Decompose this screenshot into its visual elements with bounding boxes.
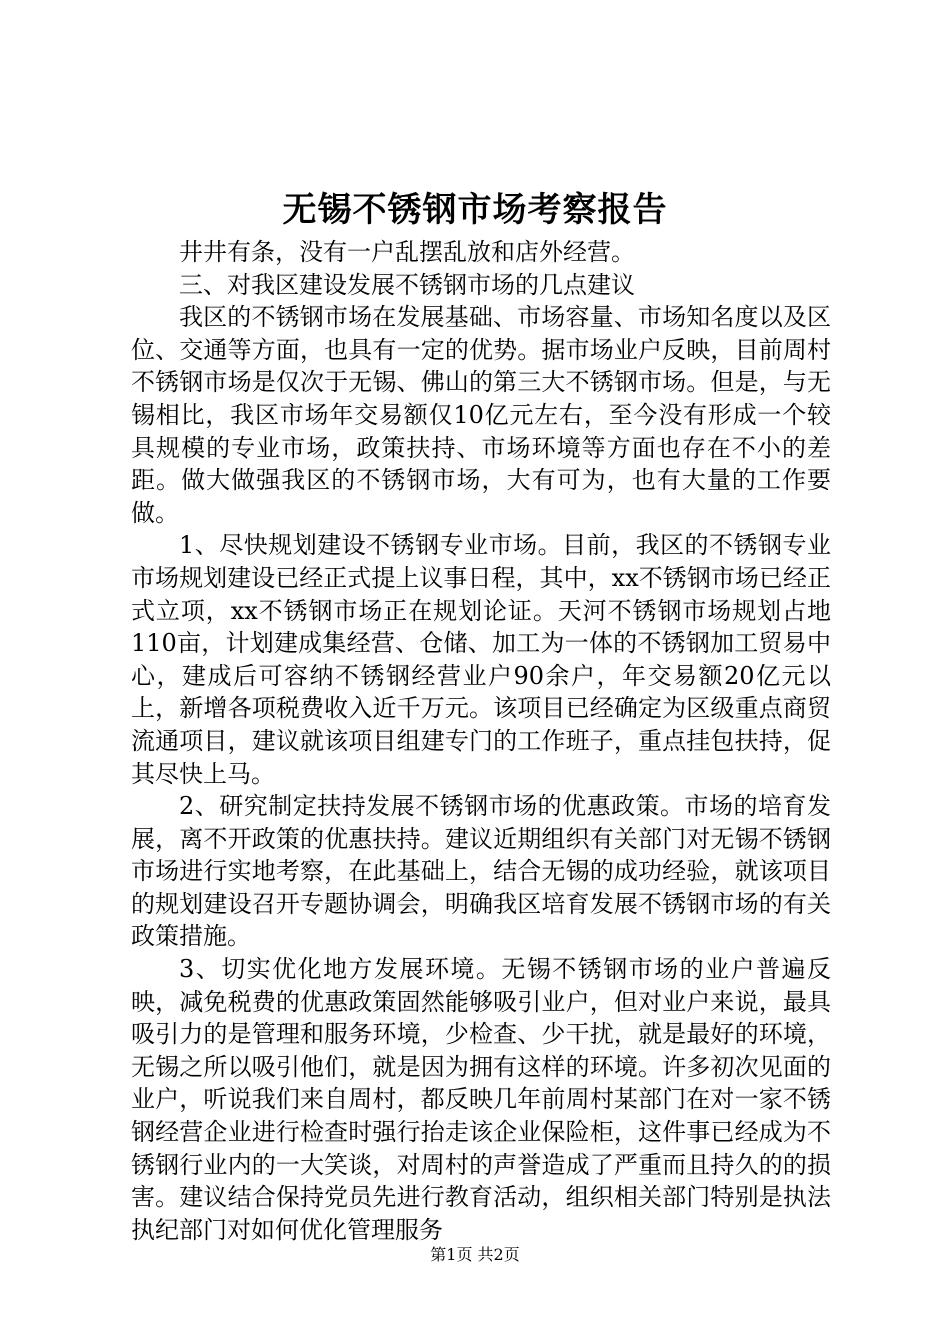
paragraph: 井井有条，没有一户乱摆乱放和店外经营。 <box>179 238 635 266</box>
paragraph: 3、切实优化地方发展环境。无锡不锈钢市场的业户普遍反映，减免税费的优惠政策固然能够吸引业户，但对业户来说，最具吸引力的是管理和服务环境，少检查、少干扰，就是最好的环境，无锡之所以吸引他们，就是因为拥有这样的环境。许多初次见面的业户，听说我们来自周村，都反映几年前周村某部门在对一家不锈钢经营企业进行检查时强行抬走该企业保险柜，这件事已经成为不锈钢行业内的一大笑谈，对周村的声誉造成了严重而且持久的的损害。建议结合保持党员先进行教育活动，组织相关部门特别是执法执纪部门对如何优化管理服务 <box>131 955 831 1244</box>
paragraph: 我区的不锈钢市场在发展基础、市场容量、市场知名度以及区位、交通等方面，也具有一定的优势。据市场业户反映，目前周村不锈钢市场是仅次于无锡、佛山的第三大不锈钢市场。但是，与无锡相比，我区市场年交易额仅10亿元左右，至今没有形成一个较具规模的专业市场，政策扶持、市场环境等方面也存在不小的差距。做大做强我区的不锈钢市场，大有可为，也有大量的工作要做。 <box>131 303 831 527</box>
paragraph: 2、研究制定扶持发展不锈钢市场的优惠政策。市场的培育发展，离不开政策的优惠扶持。建议近期组织有关部门对无锡不锈钢市场进行实地考察，在此基础上，结合无锡的成功经验，就该项目的规划建设召开专题协调会，明确我区培育发展不锈钢市场的有关政策措施。 <box>131 792 831 951</box>
document-body <box>131 236 831 1246</box>
document-title: 无锡不锈钢市场考察报告 <box>282 190 668 230</box>
paragraph: 1、尽快规划建设不锈钢专业市场。目前，我区的不锈钢专业市场规划建设已经正式提上议事日程，其中，xx不锈钢市场已经正式立项，xx不锈钢市场正在规划论证。天河不锈钢市场规划占地110亩，计划建成集经营、仓储、加工为一体的不锈钢加工贸易中心，建成后可容纳不锈钢经营业户90余户，年交易额20亿元以上，新增各项税费收入近千万元。该项目已经确定为区级重点商贸流通项目，建议就该项目组建专门的工作班子，重点挂包扶持，促其尽快上马。 <box>131 531 831 788</box>
page-number-footer: 第1页 共2页 <box>430 1245 520 1264</box>
section-heading: 三、对我区建设发展不锈钢市场的几点建议 <box>179 270 635 299</box>
